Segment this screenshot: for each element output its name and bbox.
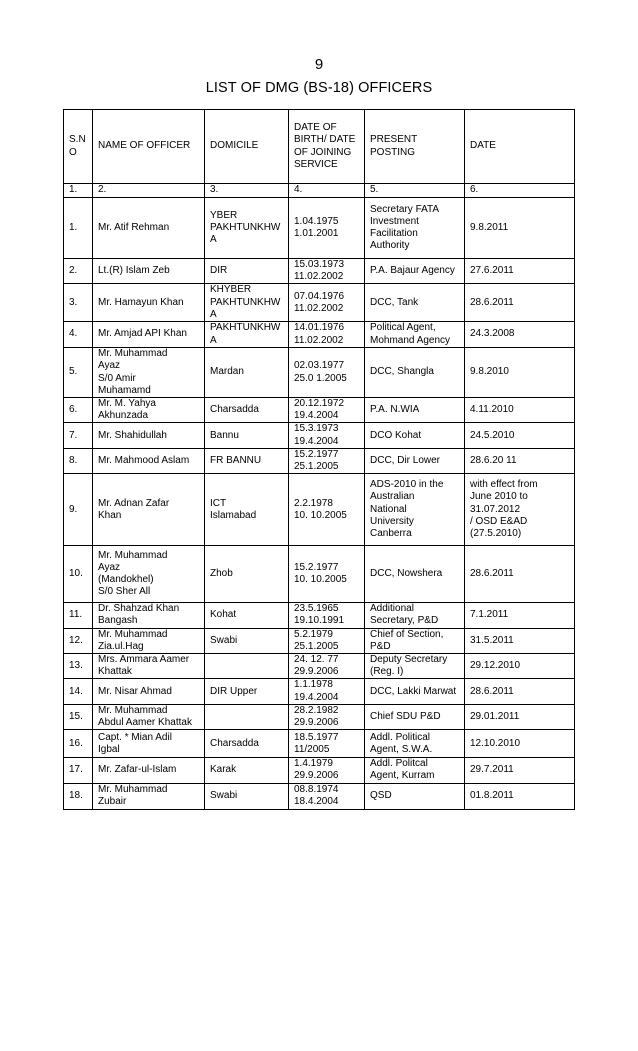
cell-birth-joining-dates: 5.2.1979 25.1.2005 <box>289 628 365 653</box>
table-row <box>64 259 575 284</box>
table-row <box>64 198 575 259</box>
cell-present-posting: ADS-2010 in the Australian National University Canberra <box>365 474 465 546</box>
cell-officer-name: Mr. Muhammad Zubair <box>93 783 205 809</box>
cell-domicile: Bannu <box>205 423 289 448</box>
cell-officer-name: Mr. Muhammad Ayaz S/0 Amir Muhamamd <box>93 348 205 398</box>
cell-posting-date: 9.8.2010 <box>465 348 575 398</box>
column-number: 1. <box>64 184 93 198</box>
table-row <box>64 423 575 448</box>
cell-domicile: Charsadda <box>205 730 289 758</box>
cell-serial-number: 4. <box>64 322 93 348</box>
cell-birth-joining-dates: 28.2.1982 29.9.2006 <box>289 704 365 729</box>
cell-birth-joining-dates: 1.1.1978 19.4.2004 <box>289 679 365 704</box>
officers-table <box>63 109 575 810</box>
cell-posting-date: 28.6.2011 <box>465 284 575 322</box>
cell-domicile: ICT Islamabad <box>205 474 289 546</box>
header-sno: S.N O <box>64 110 93 184</box>
cell-present-posting: DCC, Lakki Marwat <box>365 679 465 704</box>
cell-present-posting: P.A. N.WIA <box>365 398 465 423</box>
table-row <box>64 758 575 783</box>
cell-serial-number: 10. <box>64 546 93 603</box>
cell-birth-joining-dates: 15.03.1973 11.02.2002 <box>289 259 365 284</box>
page-number: 9 <box>314 56 324 73</box>
table-row <box>64 783 575 809</box>
cell-officer-name: Mr. Muhammad Ayaz (Mandokhel) S/0 Sher All <box>93 546 205 603</box>
cell-officer-name: Lt.(R) Islam Zeb <box>93 259 205 284</box>
cell-present-posting: DCC, Tank <box>365 284 465 322</box>
cell-serial-number: 2. <box>64 259 93 284</box>
cell-domicile: Kohat <box>205 603 289 628</box>
cell-officer-name: Mr. Muhammad Zia.ul.Hag <box>93 628 205 653</box>
table-row <box>64 603 575 628</box>
cell-birth-joining-dates: 02.03.1977 25.0 1.2005 <box>289 348 365 398</box>
cell-birth-joining-dates: 15.2.1977 25.1.2005 <box>289 448 365 473</box>
header-posting: PRESENT POSTING <box>365 110 465 184</box>
cell-present-posting: Chief SDU P&D <box>365 704 465 729</box>
cell-domicile: KHYBER PAKHTUNKHW A <box>205 284 289 322</box>
cell-birth-joining-dates: 07.04.1976 11.02.2002 <box>289 284 365 322</box>
header-name: NAME OF OFFICER <box>93 110 205 184</box>
cell-officer-name: Mr. Nisar Ahmad <box>93 679 205 704</box>
cell-domicile: PAKHTUNKHW A <box>205 322 289 348</box>
cell-present-posting: DCC, Nowshera <box>365 546 465 603</box>
cell-present-posting: Secretary FATA Investment Facilitation Authority <box>365 198 465 259</box>
cell-domicile <box>205 654 289 679</box>
cell-serial-number: 8. <box>64 448 93 473</box>
cell-officer-name: Mr. Shahidullah <box>93 423 205 448</box>
cell-posting-date: 24.3.2008 <box>465 322 575 348</box>
cell-present-posting: QSD <box>365 783 465 809</box>
cell-posting-date: with effect from June 2010 to 31.07.2012 / OSD E&AD (27.5.2010) <box>465 474 575 546</box>
cell-birth-joining-dates: 2.2.1978 10. 10.2005 <box>289 474 365 546</box>
cell-domicile: Swabi <box>205 628 289 653</box>
cell-serial-number: 16. <box>64 730 93 758</box>
cell-present-posting: Chief of Section, P&D <box>365 628 465 653</box>
cell-birth-joining-dates: 15.2.1977 10. 10.2005 <box>289 546 365 603</box>
column-number: 3. <box>205 184 289 198</box>
cell-serial-number: 1. <box>64 198 93 259</box>
table-row <box>64 730 575 758</box>
cell-posting-date: 12.10.2010 <box>465 730 575 758</box>
cell-birth-joining-dates: 1.4.1979 29.9.2006 <box>289 758 365 783</box>
cell-present-posting: DCC, Shangla <box>365 348 465 398</box>
cell-posting-date: 31.5.2011 <box>465 628 575 653</box>
cell-officer-name: Mr. M. Yahya Akhunzada <box>93 398 205 423</box>
cell-domicile: Mardan <box>205 348 289 398</box>
cell-present-posting: DCC, Dir Lower <box>365 448 465 473</box>
cell-posting-date: 01.8.2011 <box>465 783 575 809</box>
header-dates: DATE OF BIRTH/ DATE OF JOINING SERVICE <box>289 110 365 184</box>
cell-present-posting: Deputy Secretary (Reg. I) <box>365 654 465 679</box>
cell-posting-date: 24.5.2010 <box>465 423 575 448</box>
cell-posting-date: 28.6.2011 <box>465 679 575 704</box>
table-row <box>64 348 575 398</box>
cell-present-posting: Addl. Politcal Agent, Kurram <box>365 758 465 783</box>
cell-serial-number: 18. <box>64 783 93 809</box>
table-row <box>64 322 575 348</box>
column-number: 4. <box>289 184 365 198</box>
cell-birth-joining-dates: 14.01.1976 11.02.2002 <box>289 322 365 348</box>
cell-serial-number: 3. <box>64 284 93 322</box>
cell-officer-name: Capt. * Mian Adil Igbal <box>93 730 205 758</box>
cell-present-posting: P.A. Bajaur Agency <box>365 259 465 284</box>
cell-birth-joining-dates: 18.5.1977 11/2005 <box>289 730 365 758</box>
header-row <box>64 110 575 184</box>
cell-officer-name: Mr. Hamayun Khan <box>93 284 205 322</box>
cell-posting-date: 7.1.2011 <box>465 603 575 628</box>
page-title: LIST OF DMG (BS-18) OFFICERS <box>205 80 433 96</box>
cell-officer-name: Mr. Adnan Zafar Khan <box>93 474 205 546</box>
cell-domicile: Swabi <box>205 783 289 809</box>
cell-domicile: Karak <box>205 758 289 783</box>
cell-posting-date: 28.6.2011 <box>465 546 575 603</box>
column-number: 5. <box>365 184 465 198</box>
cell-domicile <box>205 704 289 729</box>
table-row <box>64 284 575 322</box>
cell-officer-name: Mr. Mahmood Aslam <box>93 448 205 473</box>
table-row <box>64 398 575 423</box>
cell-posting-date: 29.7.2011 <box>465 758 575 783</box>
cell-officer-name: Mr. Atif Rehman <box>93 198 205 259</box>
cell-posting-date: 9.8.2011 <box>465 198 575 259</box>
cell-serial-number: 14. <box>64 679 93 704</box>
header-date: DATE <box>465 110 575 184</box>
table-row <box>64 448 575 473</box>
cell-posting-date: 28.6.20 11 <box>465 448 575 473</box>
cell-birth-joining-dates: 15.3.1973 19.4.2004 <box>289 423 365 448</box>
cell-officer-name: Dr. Shahzad Khan Bangash <box>93 603 205 628</box>
cell-domicile: DIR <box>205 259 289 284</box>
cell-officer-name: Mr. Muhammad Abdul Aamer Khattak <box>93 704 205 729</box>
cell-serial-number: 13. <box>64 654 93 679</box>
cell-posting-date: 29.12.2010 <box>465 654 575 679</box>
cell-serial-number: 5. <box>64 348 93 398</box>
cell-serial-number: 12. <box>64 628 93 653</box>
cell-officer-name: Mr. Zafar-ul-Islam <box>93 758 205 783</box>
cell-officer-name: Mr. Amjad API Khan <box>93 322 205 348</box>
cell-serial-number: 7. <box>64 423 93 448</box>
cell-officer-name: Mrs. Ammara Aamer Khattak <box>93 654 205 679</box>
column-number: 2. <box>93 184 205 198</box>
table-row <box>64 546 575 603</box>
column-number: 6. <box>465 184 575 198</box>
cell-birth-joining-dates: 23.5.1965 19.10.1991 <box>289 603 365 628</box>
cell-domicile: DIR Upper <box>205 679 289 704</box>
cell-serial-number: 9. <box>64 474 93 546</box>
cell-present-posting: Addl. Political Agent, S.W.A. <box>365 730 465 758</box>
cell-posting-date: 4.11.2010 <box>465 398 575 423</box>
cell-birth-joining-dates: 1.04.1975 1.01.2001 <box>289 198 365 259</box>
table-row <box>64 704 575 729</box>
cell-serial-number: 15. <box>64 704 93 729</box>
header-domicile: DOMICILE <box>205 110 289 184</box>
officers-table-body <box>64 198 575 810</box>
cell-serial-number: 17. <box>64 758 93 783</box>
table-row <box>64 679 575 704</box>
cell-present-posting: DCO Kohat <box>365 423 465 448</box>
cell-posting-date: 27.6.2011 <box>465 259 575 284</box>
cell-domicile: Charsadda <box>205 398 289 423</box>
table-row <box>64 474 575 546</box>
cell-domicile: Zhob <box>205 546 289 603</box>
cell-birth-joining-dates: 20.12.1972 19.4.2004 <box>289 398 365 423</box>
cell-posting-date: 29.01.2011 <box>465 704 575 729</box>
column-number-row <box>64 184 575 198</box>
cell-serial-number: 6. <box>64 398 93 423</box>
cell-serial-number: 11. <box>64 603 93 628</box>
cell-domicile: YBER PAKHTUNKHW A <box>205 198 289 259</box>
table-row <box>64 628 575 653</box>
cell-birth-joining-dates: 08.8.1974 18.4.2004 <box>289 783 365 809</box>
cell-birth-joining-dates: 24. 12. 77 29.9.2006 <box>289 654 365 679</box>
cell-present-posting: Additional Secretary, P&D <box>365 603 465 628</box>
table-row <box>64 654 575 679</box>
cell-present-posting: Political Agent, Mohmand Agency <box>365 322 465 348</box>
cell-domicile: FR BANNU <box>205 448 289 473</box>
